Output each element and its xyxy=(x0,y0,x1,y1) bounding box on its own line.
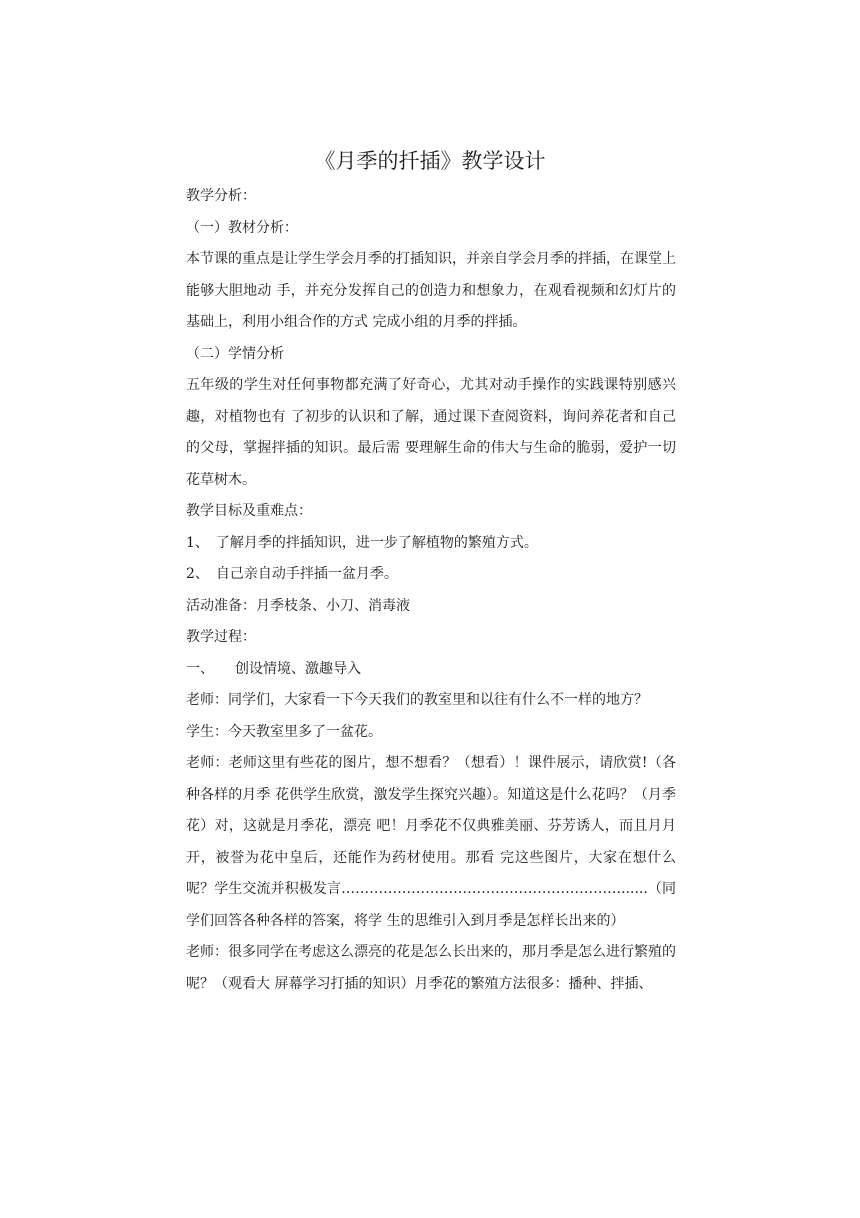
dialogue-line: 老师：同学们，大家看一下今天我们的教室里和以往有什么不一样的地方？ xyxy=(186,692,648,708)
section-heading-goals: 教学目标及重难点： xyxy=(186,503,312,519)
paragraph-material-analysis: 本节课的重点是让学生学会月季的打插知识，并亲自学会月季的拌插，在课堂上能够大胆地动 手，并充分发挥自己的创造力和想象力，在观看视频和幻灯片的基础上，利用小组合作的方式 完成小组的月季的拌插。 xyxy=(186,251,676,330)
subheading-student-analysis: （二）学情分析 xyxy=(186,345,284,362)
goal-item-2: 2、 自己亲自动手拌插一盆月季。 xyxy=(186,566,398,582)
dialogue-line: 老师：老师这里有些花的图片，想不想看？（想看）！课件展示，请欣赏!（各种各样的月季 花供学生欣赏，激发学生探究兴趣）。知道这是什么花吗？（月季花）对，这就是月季花，漂亮 吧！月季花不仅典雅美丽、芬芳诱人，而且月月开，被誉为花中皇后，还能作为药材使用。那看 完这些图片，大家在想什么呢？学生交流并积极发言……………………………………………………......（同学们回答各种各样的答案，将学 生的思维引入到月季是怎样长出来的） xyxy=(186,755,676,929)
dialogue-line: 学生：今天教室里多了一盆花。 xyxy=(186,723,382,740)
paragraph-student-analysis: 五年级的学生对任何事物都充满了好奇心，尤其对动手操作的实践课特别感兴趣，对植物也有 了初步的认识和了解，通过课下查阅资料，询问养花者和自己的父母，掌握拌插的知识。最后需 要理解生命的伟大与生命的脆弱，爱护一切花草树木。 xyxy=(186,377,676,488)
section-heading-analysis: 教学分析： xyxy=(186,188,256,204)
process-step-heading: 一、 创设情境、激趣导入 xyxy=(186,660,361,677)
dialogue-line: 老师：很多同学在考虑这么漂亮的花是怎么长出来的，那月季是怎么进行繁殖的呢？（观看大 屏幕学习打插的知识）月季花的繁殖方法很多：播种、拌插、 xyxy=(186,944,676,992)
section-heading-process: 教学过程： xyxy=(186,629,256,645)
activity-preparation: 活动准备：月季枝条、小刀、消毒液 xyxy=(186,597,410,614)
document-title: 《月季的扦插》教学设计 xyxy=(314,149,546,173)
document-body xyxy=(186,181,676,1000)
goal-item-1: 1、 了解月季的拌插知识，进一步了解植物的繁殖方式。 xyxy=(186,534,538,551)
subheading-material-analysis: （一）教材分析： xyxy=(186,219,298,236)
